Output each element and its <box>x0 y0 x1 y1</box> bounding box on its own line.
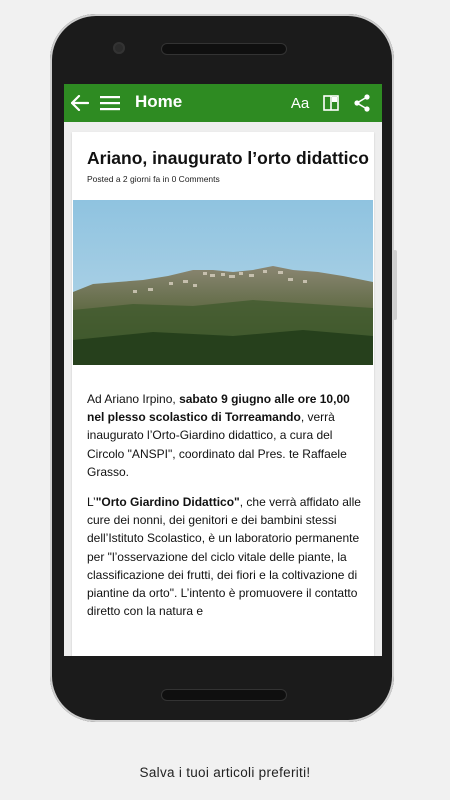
paragraph-1: Ad Ariano Irpino, sabato 9 giugno alle ore 10,00 nel plesso scolastico di Torreamando, verrà inaugurato l’Orto-Giardino didattico, a cura del Circolo "ANSPI", coordinato dal Pres. te Raffaele Grasso. <box>87 392 350 479</box>
bottom-speaker <box>162 690 286 700</box>
back-arrow-icon[interactable] <box>70 93 90 113</box>
earpiece-speaker <box>162 44 286 54</box>
menu-icon[interactable] <box>99 93 121 113</box>
article-title[interactable]: Ariano, inaugurato l’orto didattico <box>87 148 369 168</box>
page-title: Home <box>135 92 183 111</box>
share-icon[interactable] <box>353 93 371 113</box>
article-card[interactable] <box>72 132 374 656</box>
app-screen <box>64 84 382 656</box>
article-body <box>87 390 367 632</box>
phone-side-button <box>393 250 397 320</box>
promo-caption: Salva i tuoi articoli preferiti! <box>139 765 311 780</box>
article-meta <box>87 174 220 184</box>
font-size-icon[interactable]: Aa <box>290 94 310 112</box>
posted-time: Posted a 2 giorni fa in <box>87 174 172 184</box>
comments-count[interactable]: 0 Comments <box>171 174 220 184</box>
app-bar <box>64 84 382 122</box>
article-image <box>73 200 373 365</box>
reader-mode-icon[interactable] <box>322 93 340 113</box>
paragraph-2: L’"Orto Giardino Didattico", che verrà affidato alle cure dei nonni, dei genitori e dei bambini stessi dell’Istituto Scolastico, è un laboratorio permanente per "l’osservazione del ciclo vitale delle piante, la classificazione dei frutti, dei fiori e la coltivazione di piantine da orto". L’intento è promuovere il contatto diretto con la natura e <box>87 495 361 619</box>
front-camera <box>113 42 125 54</box>
article-list[interactable] <box>64 122 382 656</box>
